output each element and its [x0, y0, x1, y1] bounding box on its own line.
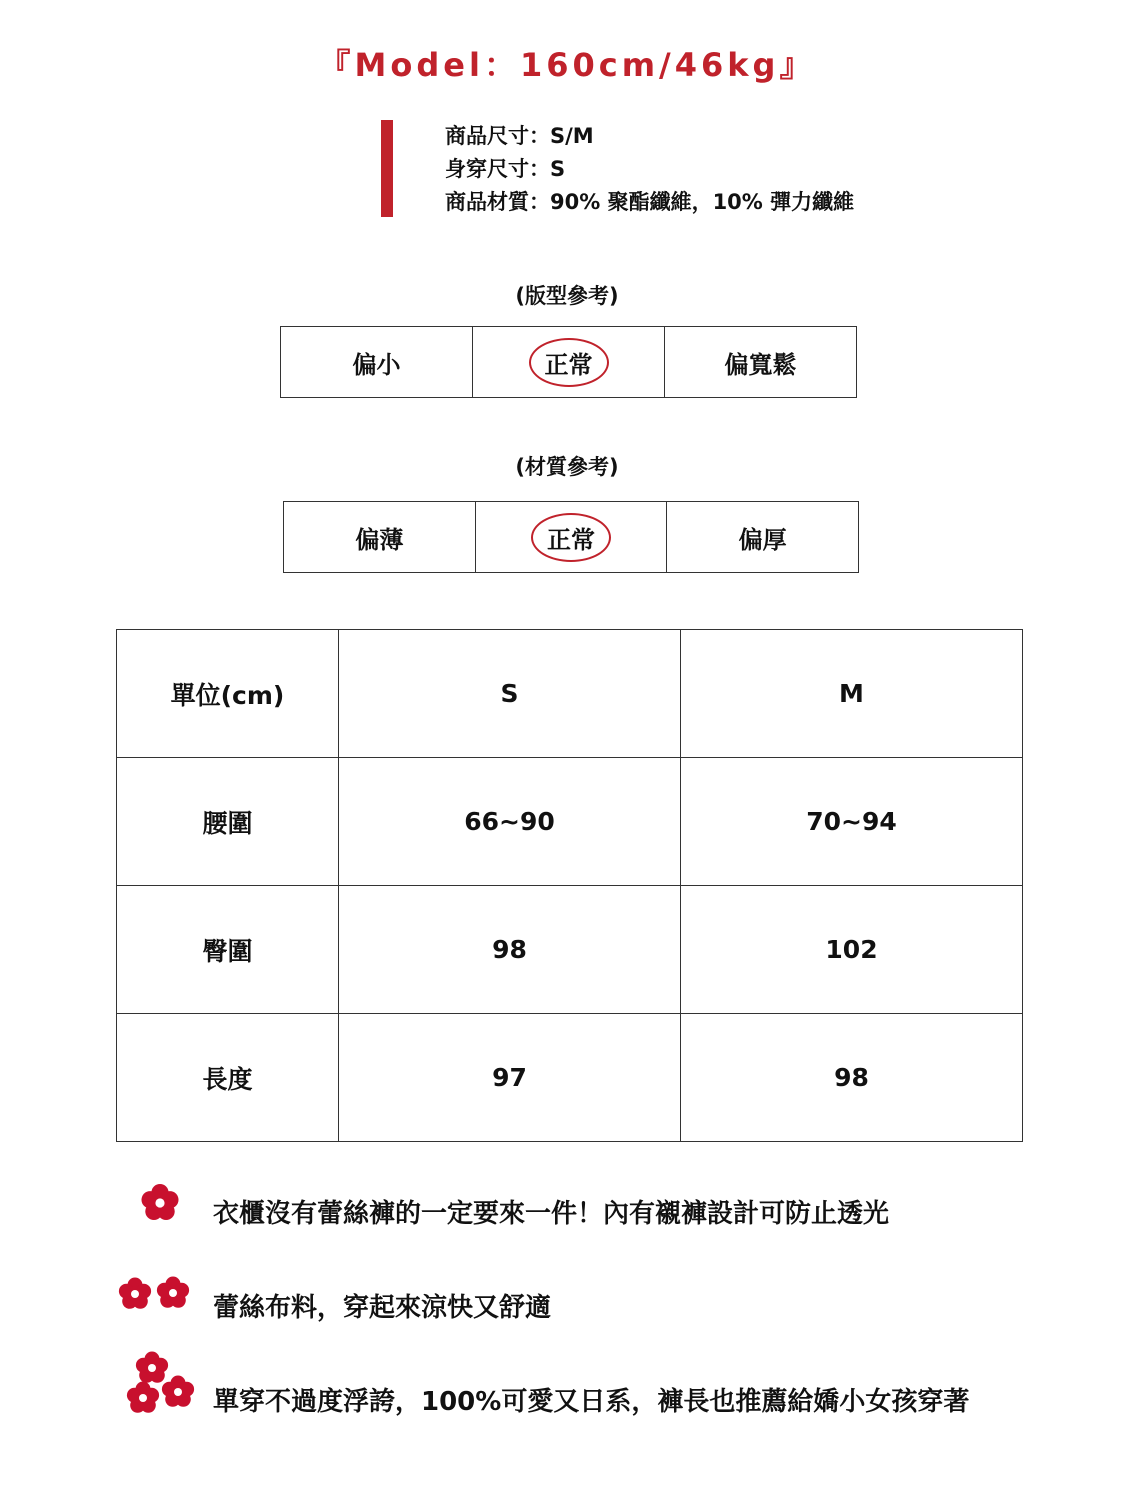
spec-material: 商品材質：90% 聚酯纖維，10% 彈力纖維 [445, 190, 855, 214]
spec-product-size: 商品尺寸：S/M [445, 124, 594, 148]
note-3: 單穿不過度浮誇，100%可愛又日系，褲長也推薦給嬌小女孩穿著 [213, 1387, 970, 1417]
product-specs [381, 120, 854, 217]
material-reference-label: (材質參考) [515, 455, 619, 479]
material-selected-marker: 正常 [531, 513, 611, 562]
material-option-thick: 偏厚 [666, 502, 858, 572]
flower-icon [118, 1276, 192, 1312]
fit-scale [280, 326, 857, 398]
note-1: 衣櫃沒有蕾絲褲的一定要來一件！內有襯褲設計可防止透光 [213, 1199, 890, 1229]
flower-icon [126, 1350, 196, 1420]
hip-m: 102 [681, 886, 1023, 1014]
hip-s: 98 [339, 886, 681, 1014]
size-chart-header [117, 630, 1023, 758]
fit-reference-label: (版型參考) [515, 284, 619, 308]
model-info-title: 『Model：160cm/46kg』 [318, 46, 816, 84]
fit-option-small: 偏小 [352, 350, 401, 379]
material-scale [283, 501, 859, 573]
material-option-normal [475, 502, 667, 572]
flower-icon [140, 1183, 180, 1223]
header-size-m: M [681, 630, 1023, 758]
size-chart [116, 629, 1023, 1142]
header-unit: 單位(cm) [117, 630, 339, 758]
length-m: 98 [681, 1014, 1023, 1142]
row-label-waist: 腰圍 [117, 758, 339, 886]
table-row [117, 886, 1023, 1014]
header-size-s: S [339, 630, 681, 758]
fit-selected-marker: 正常 [529, 338, 609, 387]
table-row [117, 758, 1023, 886]
note-2: 蕾絲布料，穿起來涼快又舒適 [213, 1293, 552, 1323]
row-label-hip: 臀圍 [117, 886, 339, 1014]
waist-m: 70~94 [681, 758, 1023, 886]
fit-option-loose: 偏寬鬆 [664, 327, 856, 397]
length-s: 97 [339, 1014, 681, 1142]
table-row [117, 1014, 1023, 1142]
fit-option-normal [472, 327, 664, 397]
material-option-thin: 偏薄 [355, 525, 404, 554]
spec-worn-size: 身穿尺寸：S [445, 157, 566, 181]
row-label-length: 長度 [117, 1014, 339, 1142]
waist-s: 66~90 [339, 758, 681, 886]
